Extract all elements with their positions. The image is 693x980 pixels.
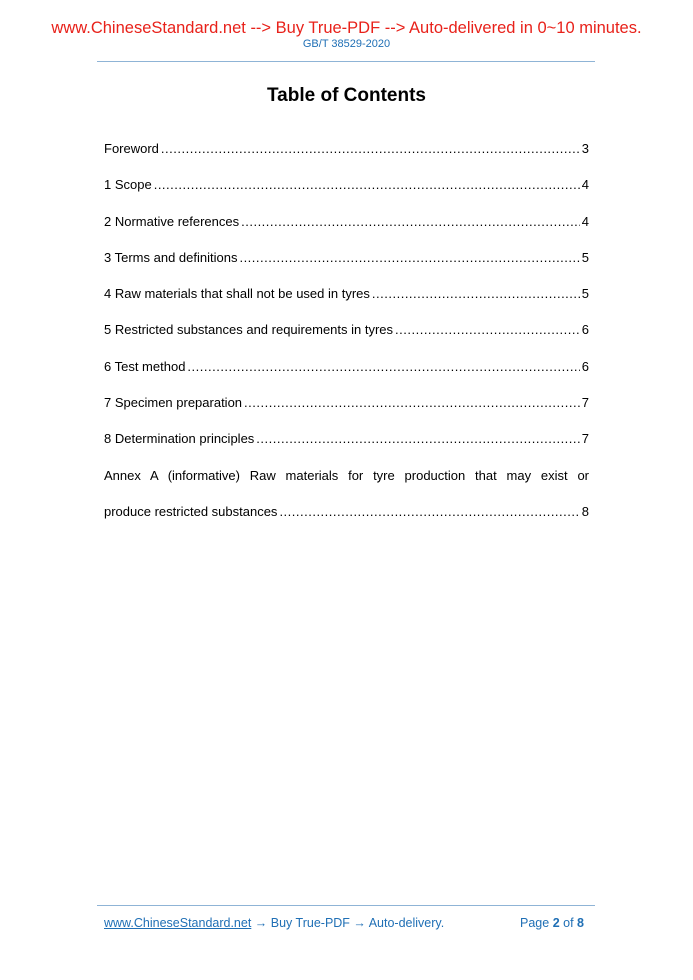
total-pages-number: 8 bbox=[577, 916, 584, 930]
toc-entry-specimen-preparation[interactable] bbox=[104, 394, 589, 430]
toc-annex-label-line2: produce restricted substances bbox=[104, 503, 278, 519]
toc-dot-leader bbox=[241, 213, 580, 231]
toc-page-number: 6 bbox=[581, 322, 589, 338]
toc-entry-scope[interactable] bbox=[104, 176, 589, 212]
toc-entry-determination-principles[interactable] bbox=[104, 430, 589, 466]
toc-entry-label: Foreword bbox=[104, 141, 159, 156]
toc-entry-label: 6 Test method bbox=[104, 358, 186, 374]
toc-annex-label-line1: Annex A (informative) Raw materials for tyre production that may exist or bbox=[104, 467, 589, 483]
toc-page-number: 6 bbox=[581, 358, 589, 374]
toc-entry-label: 4 Raw materials that shall not be used in tyres bbox=[104, 286, 370, 302]
toc-entry-restricted-substances[interactable] bbox=[104, 321, 589, 357]
toc-entry-label: 1 Scope bbox=[104, 177, 152, 193]
toc-page-number: 4 bbox=[581, 177, 589, 193]
toc-entry-label: 8 Determination principles bbox=[104, 431, 255, 447]
toc-dot-leader bbox=[161, 140, 580, 158]
toc-entry-raw-materials[interactable] bbox=[104, 285, 589, 321]
toc-dot-leader bbox=[279, 503, 579, 521]
footer-delivery-text: → Buy True-PDF → Auto-delivery. bbox=[251, 916, 445, 930]
toc-dot-leader bbox=[256, 430, 579, 448]
toc-entry-normative-references[interactable] bbox=[104, 213, 589, 249]
toc-entry-annex-a[interactable] bbox=[104, 467, 589, 503]
toc-entry-foreword[interactable] bbox=[104, 140, 589, 176]
toc-entry-annex-a-continued[interactable] bbox=[104, 503, 589, 539]
footer-divider bbox=[97, 905, 595, 906]
toc-entry-terms-and-definitions[interactable] bbox=[104, 249, 589, 285]
toc-entry-label: 7 Specimen preparation bbox=[104, 395, 243, 411]
page-indicator bbox=[520, 915, 584, 931]
table-of-contents bbox=[104, 140, 589, 539]
page-word: Page bbox=[520, 916, 550, 930]
toc-dot-leader bbox=[239, 249, 579, 267]
toc-page-number: 4 bbox=[581, 213, 589, 229]
toc-dot-leader bbox=[395, 321, 580, 339]
toc-dot-leader bbox=[372, 285, 580, 303]
current-page-number: 2 bbox=[552, 916, 560, 930]
toc-entry-label: 3 Terms and definitions bbox=[104, 249, 238, 265]
toc-entry-test-method[interactable] bbox=[104, 358, 589, 394]
toc-page-number: 5 bbox=[581, 286, 589, 302]
toc-page-number: 7 bbox=[581, 431, 589, 447]
toc-page-number: 7 bbox=[581, 395, 589, 411]
document-code: GB/T 38529-2020 bbox=[302, 38, 391, 50]
page-footer bbox=[104, 915, 584, 931]
toc-entry-label: 2 Normative references bbox=[104, 213, 240, 229]
header-banner: www.ChineseStandard.net --> Buy True-PDF --> Auto-delivered in 0~10 minutes. bbox=[51, 19, 642, 37]
toc-page-number: 8 bbox=[581, 503, 589, 519]
page-title: Table of Contents bbox=[266, 85, 427, 106]
header-divider bbox=[97, 61, 595, 62]
toc-page-number: 5 bbox=[581, 249, 589, 265]
toc-page-number: 3 bbox=[581, 141, 589, 156]
toc-dot-leader bbox=[187, 358, 579, 376]
toc-entry-label: 5 Restricted substances and requirements in tyres bbox=[104, 322, 394, 338]
toc-dot-leader bbox=[154, 176, 580, 194]
page-of-word: of bbox=[563, 916, 574, 930]
toc-dot-leader bbox=[244, 394, 580, 412]
footer-website-link[interactable]: www.ChineseStandard.net bbox=[104, 916, 252, 930]
